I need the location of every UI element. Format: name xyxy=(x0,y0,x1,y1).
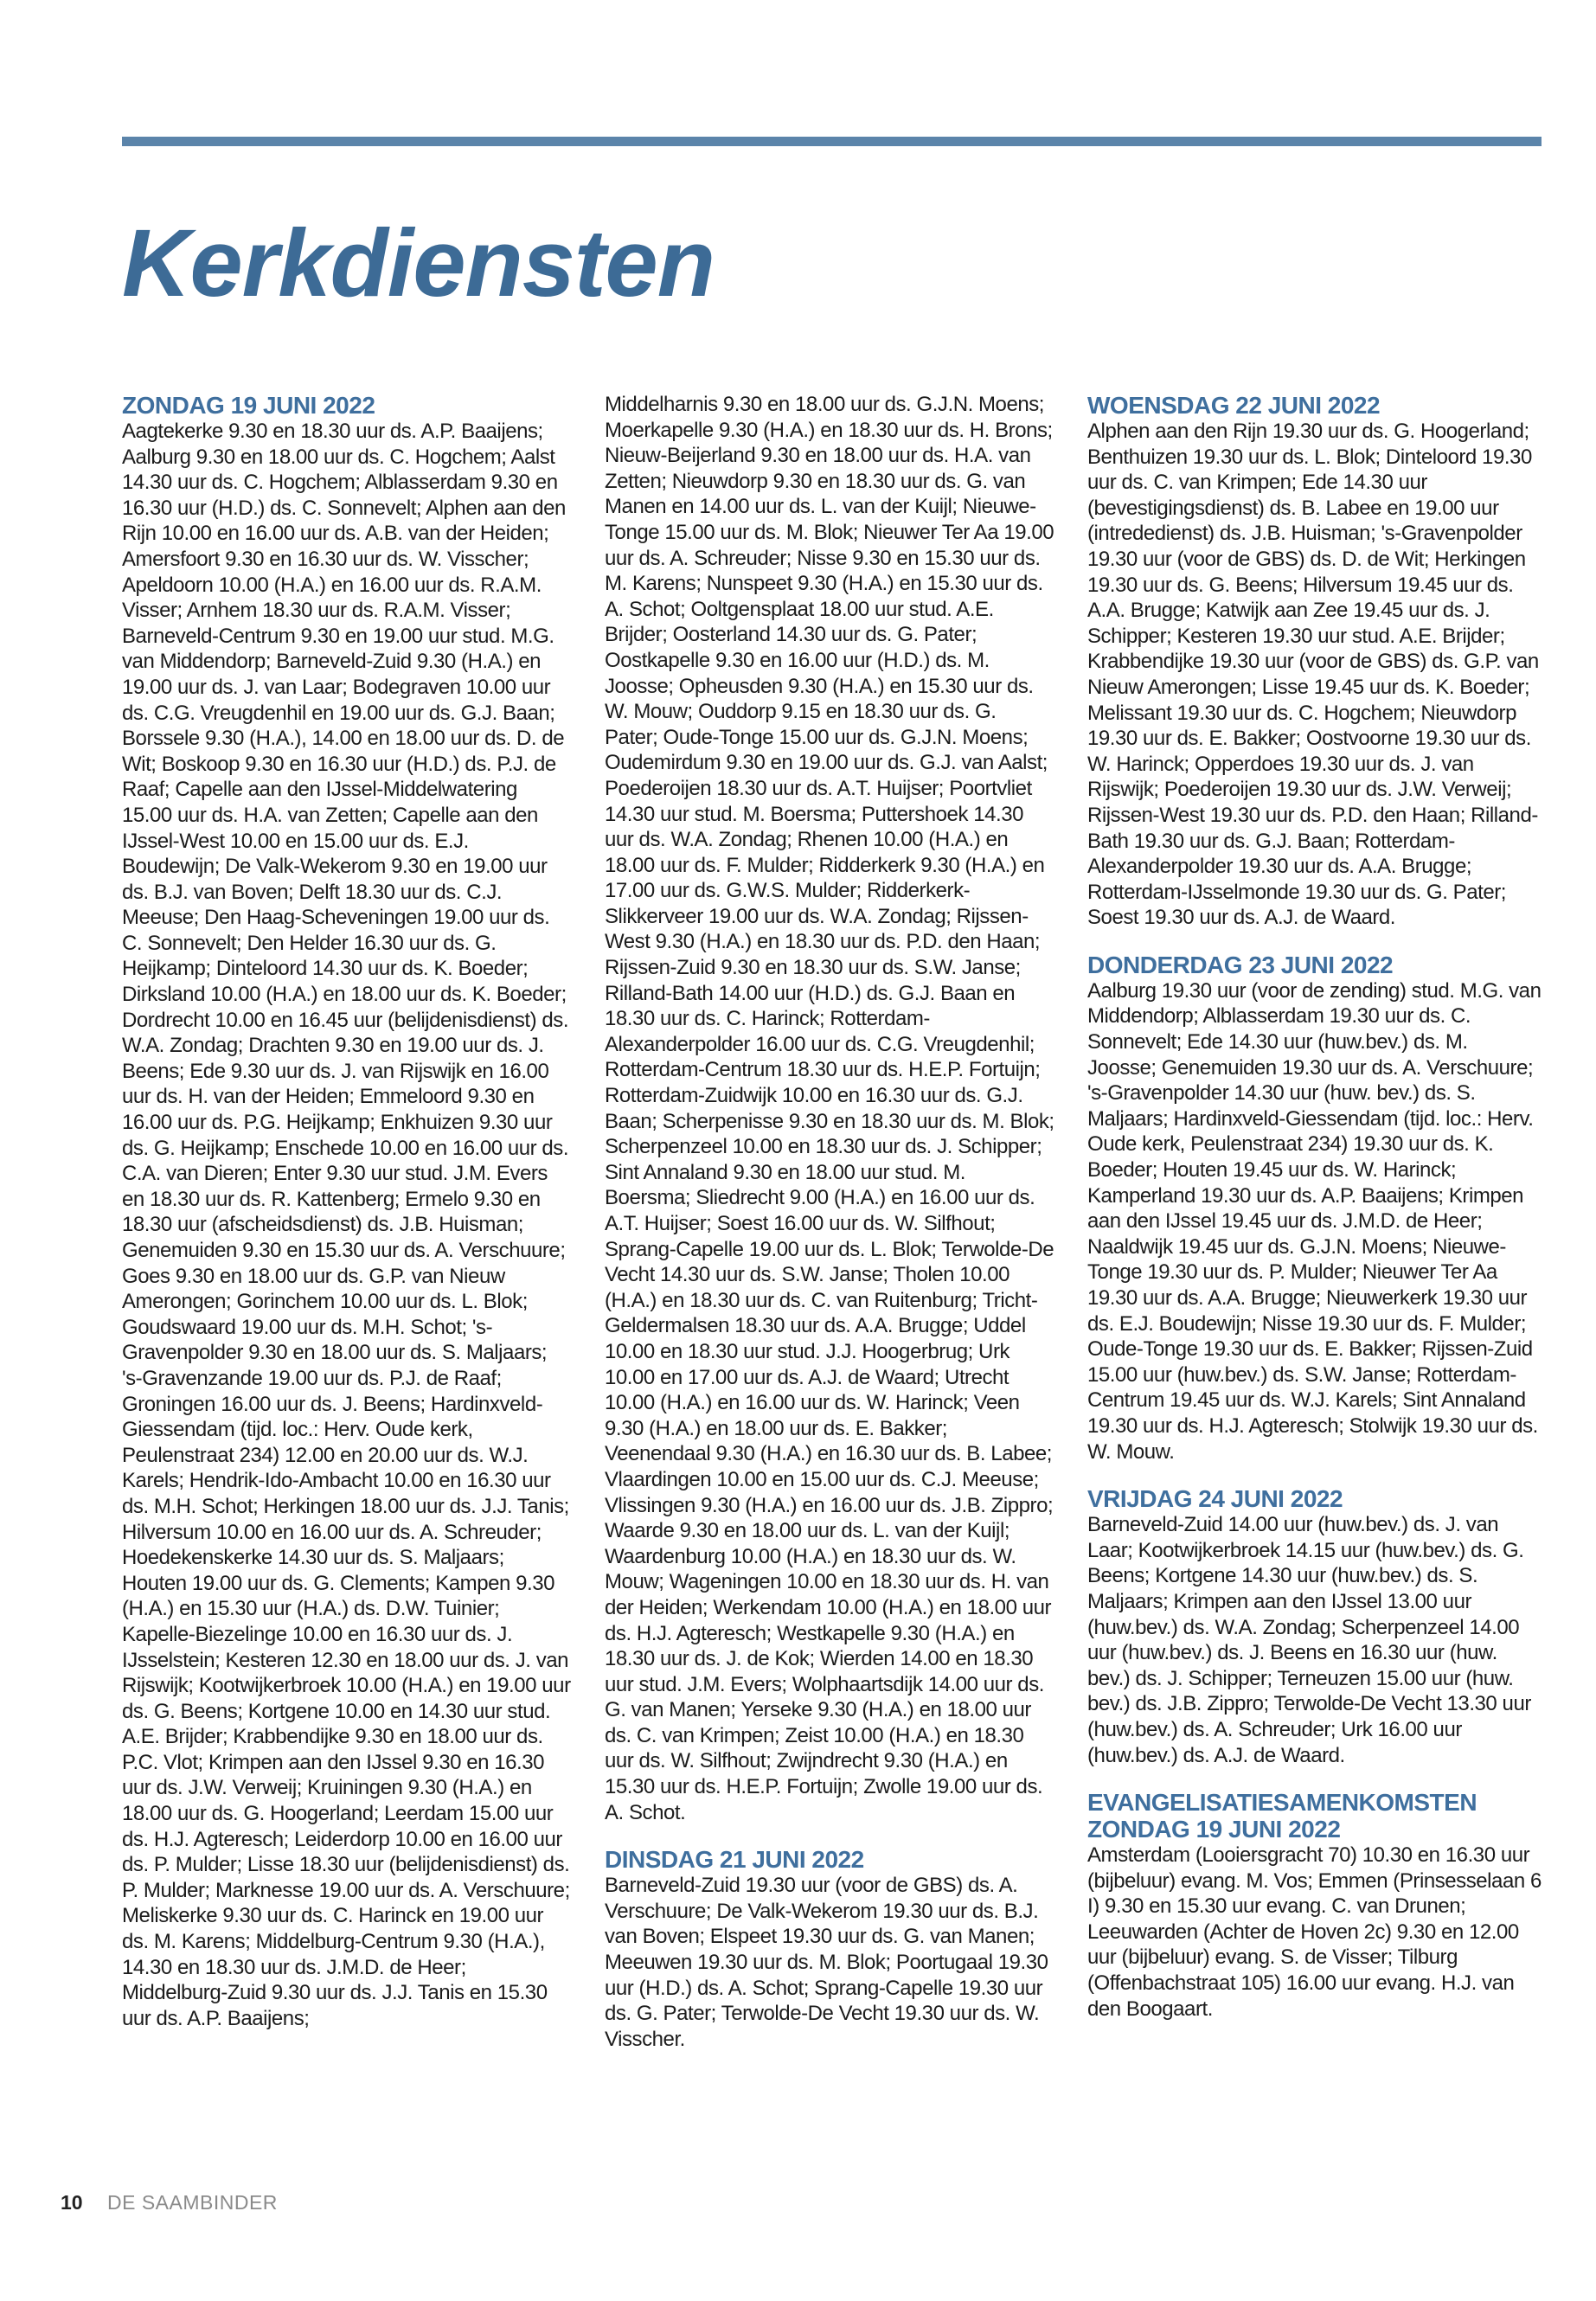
section-text-zondag-part1: Aagtekerke 9.30 en 18.30 uur ds. A.P. Baaijens; Aalburg 9.30 en 18.00 uur ds. C. Hogchem; Aalst 14.30 uur ds. C. Hogchem; Alblasserdam 9.30 en 16.30 uur (H.D.) ds. C. Sonnevelt; Alphen aan den Rijn 10.00 en 16.00 uur ds. A.B. van der Heiden; Amersfoort 9.30 en 16.30 uur ds. W. Visscher; Apeldoorn 10.00 (H.A.) en 16.00 uur ds. R.A.M. Visser; Arnhem 18.30 uur ds. R.A.M. Visser; Barneveld-Centrum 9.30 en 19.00 uur stud. M.G. van Middendorp; Barneveld-Zuid 9.30 (H.A.) en 19.00 uur ds. J. van Laar; Bodegraven 10.00 uur ds. C.G. Vreugdenhil en 19.00 uur ds. G.J. Baan; Borssele 9.30 (H.A.), 14.00 en 18.00 uur ds. D. de Wit; Boskoop 9.30 en 16.30 uur (H.D.) ds. P.J. de Raaf; Capelle aan den IJssel-Middelwatering 15.00 uur ds. H.A. van Zetten; Capelle aan den IJssel-West 10.00 en 15.00 uur ds. E.J. Boudewijn; De Valk-Wekerom 9.30 en 19.00 uur ds. B.J. van Boven; Delft 18.30 uur ds. C.J. Meeuse; Den Haag-Scheveningen 19.00 uur ds. C. Sonnevelt; Den Helder 16.30 uur ds. G. Heijkamp; Dinteloord 14.30 uur ds. K. Boeder; Dirksland 10.00 (H.A.) en 18.00 uur ds. K. Boeder; Dordrecht 10.00 en 16.45 uur (belijdenisdienst) ds. W.A. Zondag; Drachten 9.30 en 19.00 uur ds. J. Beens; Ede 9.30 uur ds. J. van Rijswijk en 16.00 uur ds. H. van der Heiden; Emmeloord 9.30 en 16.00 uur ds. P.G. Heijkamp; Enkhuizen 9.30 uur ds. G. Heijkamp; Enschede 10.00 en 16.00 uur ds. C.A. van Dieren; Enter 9.30 uur stud. J.M. Evers en 18.30 uur ds. R. Kattenberg; Ermelo 9.30 en 18.30 uur (afscheidsdienst) ds. J.B. Huisman; Genemuiden 9.30 en 15.30 uur ds. A. Verschuure; Goes 9.30 en 18.00 uur ds. G.P. van Nieuw Amerongen; Gorinchem 10.00 uur ds. L. Blok; Goudswaard 19.00 uur ds. M.H. Schot; 's-Gravenpolder 9.30 en 18.00 uur ds. S. Maljaars; 's-Gravenzande 19.00 uur ds. P.J. de Raaf; Groningen 16.00 uur ds. J. Beens; Hardinxveld-Giessendam (tijd. loc.: Herv. Oude kerk, Peulenstraat 234) 12.00 en 20.00 uur ds. W.J. Karels; Hendrik-Ido-Ambacht 10.00 en 16.30 uur ds. M.H. Schot; Herkingen 18.00 uur ds. J.J. Tanis; Hilversum 10.00 en 16.00 uur ds. A. Schreuder; Hoedekenskerke 14.30 uur ds. S. Maljaars; Houten 19.00 uur ds. G. Clements; Kampen 9.30 (H.A.) en 15.30 uur (H.A.) ds. D.W. Tuinier; Kapelle-Biezelinge 10.00 en 16.30 uur ds. J. IJsselstein; Kesteren 12.30 en 18.00 uur ds. J. van Rijswijk; Kootwijkerbroek 10.00 (H.A.) en 19.00 uur ds. G. Beens; Kortgene 10.00 en 14.30 uur stud. A.E. Brijder; Krabbendijke 9.30 en 18.00 uur ds. P.C. Vlot; Krimpen aan den IJssel 9.30 en 16.30 uur ds. J.W. Verweij; Kruiningen 9.30 (H.A.) en 18.00 uur ds. G. Hoogerland; Leerdam 15.00 uur ds. H.J. Agteresch; Leiderdorp 10.00 en 16.00 uur ds. P. Mulder; Lisse 18.30 uur (belijdenisdienst) ds. P. Mulder; Marknesse 19.00 uur ds. A. Verschuure; Meliskerke 9.30 uur ds. C. Harinck en 19.00 uur ds. M. Karens; Middelburg-Centrum 9.30 (H.A.), 14.30 en 18.30 uur ds. J.M.D. de Heer; Middelburg-Zuid 9.30 uur ds. J.J. Tanis en 15.30 uur ds. A.P. Baaijens; xyxy=(122,420,571,2030)
column-2 xyxy=(605,392,1054,2052)
section-text-donderdag: Aalburg 19.30 uur (voor de zending) stud. M.G. van Middendorp; Alblasserdam 19.30 uur ds. C. Sonnevelt; Ede 14.30 uur (huw.bev.) ds. M. Joosse; Genemuiden 19.30 uur ds. A. Verschuure; 's-Gravenpolder 14.30 uur (huw. bev.) ds. S. Maljaars; Hardinxveld-Giessendam (tijd. loc.: Herv. Oude kerk, Peulenstraat 234) 19.30 uur ds. K. Boeder; Houten 19.45 uur ds. W. Harinck; Kamperland 19.30 uur ds. A.P. Baaijens; Krimpen aan den IJssel 19.45 uur ds. J.M.D. de Heer; Naaldwijk 19.45 uur ds. G.J.N. Moens; Nieuwe-Tonge 19.30 uur ds. P. Mulder; Nieuwer Ter Aa 19.30 uur ds. A.A. Brugge; Nieuwerkerk 19.30 uur ds. E.J. Boudewijn; Nisse 19.30 uur ds. F. Mulder; Oude-Tonge 19.30 uur ds. E. Bakker; Rijssen-Zuid 15.00 uur (huw.bev.) ds. S.W. Janse; Rotterdam-Centrum 19.45 uur ds. W.J. Karels; Sint Annaland 19.30 uur ds. H.J. Agteresch; Stolwijk 19.30 uur ds. W. Mouw. xyxy=(1087,978,1542,1464)
section-text-vrijdag: Barneveld-Zuid 14.00 uur (huw.bev.) ds. J. van Laar; Kootwijkerbroek 14.15 uur (huw.bev.) ds. G. Beens; Kortgene 14.30 uur (huw.bev.) ds. S. Maljaars; Krimpen aan den IJssel 13.00 uur (huw.bev.) ds. W.A. Zondag; Scherpenzeel 14.00 uur (huw.bev.) ds. J. Beens en 16.30 uur (huw. bev.) ds. J. Schipper; Terneuzen 15.00 uur (huw. bev.) ds. J.B. Zippro; Terwolde-De Vecht 13.30 uur (huw.bev.) ds. A. Schreuder; Urk 16.00 uur (huw.bev.) ds. A.J. de Waard. xyxy=(1087,1513,1531,1767)
section-heading-vrijdag: VRIJDAG 24 JUNI 2022 xyxy=(1087,1485,1343,1513)
page-footer xyxy=(61,2191,278,2214)
top-rule xyxy=(122,137,1542,146)
section-heading-donderdag: DONDERDAG 23 JUNI 2022 xyxy=(1087,951,1394,978)
page-title: Kerkdiensten xyxy=(122,210,715,317)
evangelisatie-heading-line1: EVANGELISATIESAMENKOMSTEN xyxy=(1087,1789,1477,1817)
section-heading-evangelisatie xyxy=(1087,1789,1542,1843)
column-1 xyxy=(122,392,572,2031)
section-text-evangelisatie: Amsterdam (Looiersgracht 70) 10.30 en 16.30 uur (bijbeluur) evang. M. Vos; Emmen (Prinsesselaan 6 I) 9.30 en 15.30 uur evang. C. van Drunen; Leeuwarden (Achter de Hoven 2c) 9.30 en 12.00 uur (bijbeluur) evang. S. de Visser; Tilburg (Offenbachstraat 105) 16.00 uur evang. H.J. van den Boogaart. xyxy=(1087,1843,1542,2021)
evangelisatie-heading-line2: ZONDAG 19 JUNI 2022 xyxy=(1087,1816,1341,1843)
section-heading-woensdag: WOENSDAG 22 JUNI 2022 xyxy=(1087,392,1381,419)
page-number: 10 xyxy=(61,2191,83,2214)
section-heading-dinsdag: DINSDAG 21 JUNI 2022 xyxy=(605,1846,864,1874)
column-3 xyxy=(1087,392,1542,2022)
section-text-dinsdag: Barneveld-Zuid 19.30 uur (voor de GBS) ds. A. Verschuure; De Valk-Wekerom 19.30 uur ds. B.J. van Boven; Elspeet 19.30 uur ds. G. van Manen; Meeuwen 19.30 uur ds. M. Blok; Poortugaal 19.30 uur (H.D.) ds. A. Schot; Sprang-Capelle 19.30 uur ds. G. Pater; Terwolde-De Vecht 19.30 uur ds. W. Visscher. xyxy=(605,1874,1048,2051)
section-heading-zondag: ZONDAG 19 JUNI 2022 xyxy=(122,392,375,419)
publication-name: DE SAAMBINDER xyxy=(106,2191,278,2214)
section-text-woensdag: Alphen aan den Rijn 19.30 uur ds. G. Hoogerland; Benthuizen 19.30 uur ds. L. Blok; Dinteloord 19.30 uur ds. C. van Krimpen; Ede 14.30 uur (bevestigingsdienst) ds. B. Labee en 19.00 uur (intrededienst) ds. J.B. Huisman; 's-Gravenpolder 19.30 uur (voor de GBS) ds. D. de Wit; Herkingen 19.30 uur ds. G. Beens; Hilversum 19.45 uur ds. A.A. Brugge; Katwijk aan Zee 19.45 uur ds. J. Schipper; Kesteren 19.30 uur stud. A.E. Brijder; Krabbendijke 19.30 uur (voor de GBS) ds. G.P. van Nieuw Amerongen; Lisse 19.45 uur ds. K. Boeder; Melissant 19.30 uur ds. C. Hogchem; Nieuwdorp 19.30 uur ds. E. Bakker; Oostvoorne 19.30 uur ds. W. Harinck; Opperdoes 19.30 uur ds. J. van Rijswijk; Poederoijen 19.30 uur ds. J.W. Verweij; Rijssen-West 19.30 uur ds. P.D. den Haan; Rilland-Bath 19.30 uur ds. G.J. Baan; Rotterdam-Alexanderpolder 19.30 uur ds. A.A. Brugge; Rotterdam-IJsselmonde 19.30 uur ds. G. Pater; Soest 19.30 uur ds. A.J. de Waard. xyxy=(1087,420,1539,930)
section-text-zondag-part2: Middelharnis 9.30 en 18.00 uur ds. G.J.N. Moens; Moerkapelle 9.30 (H.A.) en 18.30 uur ds. H. Brons; Nieuw-Beijerland 9.30 en 18.00 uur ds. H.A. van Zetten; Nieuwdorp 9.30 en 18.30 uur ds. G. van Manen en 14.00 uur ds. L. van der Kuijl; Nieuwe-Tonge 15.00 uur ds. M. Blok; Nieuwer Ter Aa 19.00 uur ds. A. Schreuder; Nisse 9.30 en 15.30 uur ds. M. Karens; Nunspeet 9.30 (H.A.) en 15.30 uur ds. A. Schot; Ooltgensplaat 18.00 uur stud. A.E. Brijder; Oosterland 14.30 uur ds. G. Pater; Oostkapelle 9.30 en 16.00 uur (H.D.) ds. M. Joosse; Opheusden 9.30 (H.A.) en 15.30 uur ds. W. Mouw; Ouddorp 9.15 en 18.30 uur ds. G. Pater; Oude-Tonge 15.00 uur ds. G.J.N. Moens; Oudemirdum 9.30 en 19.00 uur ds. G.J. van Aalst; Poederoijen 18.30 uur ds. A.T. Huijser; Poortvliet 14.30 uur stud. M. Boersma; Puttershoek 14.30 uur ds. W.A. Zondag; Rhenen 10.00 (H.A.) en 18.00 uur ds. F. Mulder; Ridderkerk 9.30 (H.A.) en 17.00 uur ds. G.W.S. Mulder; Ridderkerk-Slikkerveer 19.00 uur ds. W.A. Zondag; Rijssen-West 9.30 (H.A.) en 18.30 uur ds. P.D. den Haan; Rijssen-Zuid 9.30 en 18.30 uur ds. S.W. Janse; Rilland-Bath 14.00 uur (H.D.) ds. G.J. Baan en 18.30 uur ds. C. Harinck; Rotterdam-Alexanderpolder 16.00 uur ds. C.G. Vreugdenhil; Rotterdam-Centrum 18.30 uur ds. H.E.P. Fortuijn; Rotterdam-Zuidwijk 10.00 en 16.30 uur ds. G.J. Baan; Scherpenisse 9.30 en 18.30 uur ds. M. Blok; Scherpenzeel 10.00 en 18.30 uur ds. J. Schipper; Sint Annaland 9.30 en 18.00 uur stud. M. Boersma; Sliedrecht 9.00 (H.A.) en 16.00 uur ds. A.T. Huijser; Soest 16.00 uur ds. W. Silfhout; Sprang-Capelle 19.00 uur ds. L. Blok; Terwolde-De Vecht 14.30 uur ds. S.W. Janse; Tholen 10.00 (H.A.) en 18.30 uur ds. C. van Ruitenburg; Tricht-Geldermalsen 18.30 uur ds. A.A. Brugge; Uddel 10.00 en 18.30 uur stud. J.J. Hoogerbrug; Urk 10.00 en 17.00 uur ds. A.J. de Waard; Utrecht 10.00 (H.A.) en 16.00 uur ds. W. Harinck; Veen 9.30 (H.A.) en 18.00 uur ds. E. Bakker; Veenendaal 9.30 (H.A.) en 16.30 uur ds. B. Labee; Vlaardingen 10.00 en 15.00 uur ds. C.J. Meeuse; Vlissingen 9.30 (H.A.) en 16.00 uur ds. J.B. Zippro; Waarde 9.30 en 18.00 uur ds. L. van der Kuijl; Waardenburg 10.00 (H.A.) en 18.30 uur ds. W. Mouw; Wageningen 10.00 en 18.30 uur ds. H. van der Heiden; Werkendam 10.00 (H.A.) en 18.00 uur ds. H.J. Agteresch; Westkapelle 9.30 (H.A.) en 18.30 uur ds. J. de Kok; Wierden 14.00 en 18.30 uur stud. J.M. Evers; Wolphaartsdijk 14.00 uur ds. G. van Manen; Yerseke 9.30 (H.A.) en 18.00 uur ds. C. van Krimpen; Zeist 10.00 (H.A.) en 18.30 uur ds. W. Silfhout; Zwijndrecht 9.30 (H.A.) en 15.30 uur ds. H.E.P. Fortuijn; Zwolle 19.00 uur ds. A. Schot. xyxy=(605,393,1054,1824)
